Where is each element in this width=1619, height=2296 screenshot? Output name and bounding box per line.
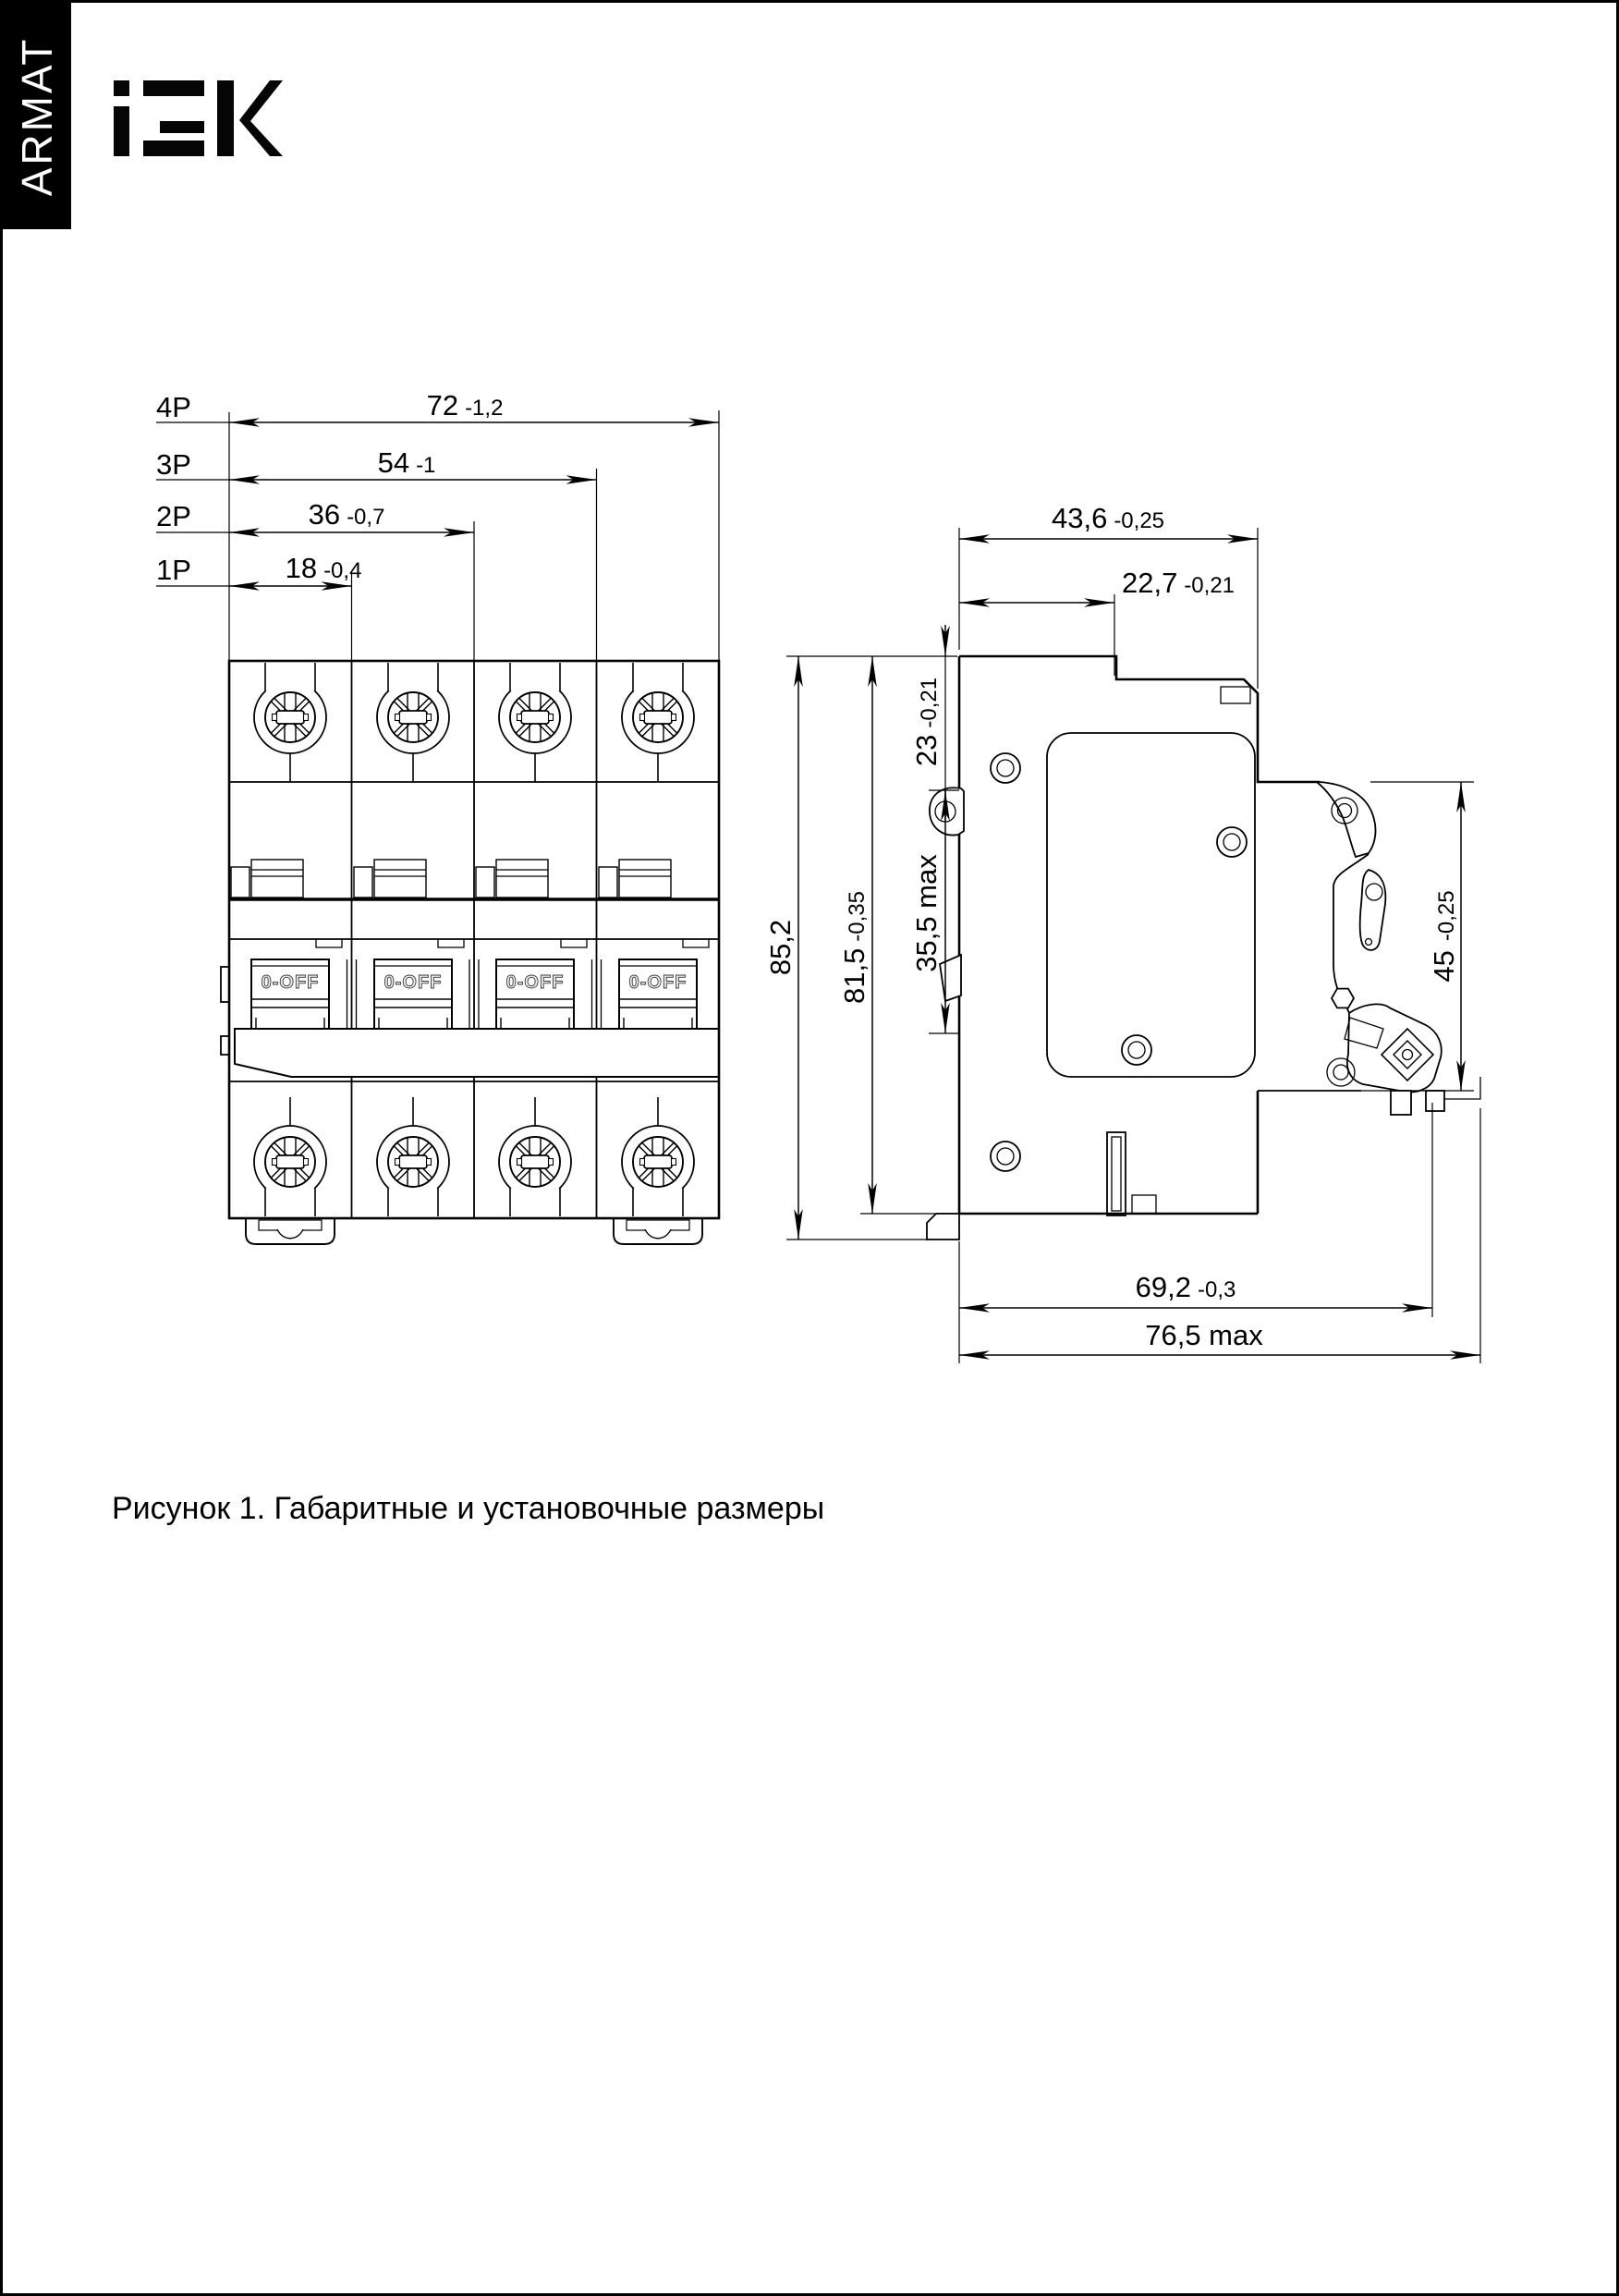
iek-logo-icon bbox=[114, 80, 283, 156]
dim-width-4p: 72 -1,2 bbox=[426, 389, 504, 421]
mounting-lug bbox=[930, 788, 964, 835]
pole-label-1p: 1P bbox=[156, 554, 191, 586]
dim-depth-rail: 69,2 -0,3 bbox=[1135, 1271, 1236, 1303]
front-view bbox=[221, 661, 719, 1244]
toggle-label: 0-OFF bbox=[261, 972, 320, 993]
din-latch-movable bbox=[1327, 1004, 1480, 1115]
dim-rail-span: 45-0,25 bbox=[1428, 890, 1460, 983]
latch-link bbox=[1360, 870, 1386, 950]
side-profile bbox=[959, 656, 1369, 1214]
dim-height-body: 81,5-0,35 bbox=[838, 890, 870, 1005]
dim-width-1p: 18 -0,4 bbox=[285, 552, 362, 584]
front-view-dimensions bbox=[156, 389, 719, 661]
series-label: ARMAT bbox=[13, 36, 61, 196]
dim-depth-top: 22,7 -0,21 bbox=[1121, 567, 1236, 599]
dim-depth-total: 43,6 -0,25 bbox=[1051, 502, 1165, 534]
din-clip-icon bbox=[246, 1218, 335, 1244]
pole-label-4p: 4P bbox=[156, 391, 191, 423]
rivet-icon bbox=[1217, 827, 1247, 857]
dim-width-2p: 36 -0,7 bbox=[308, 498, 385, 531]
dim-depth-max: 76,5 max bbox=[1145, 1319, 1263, 1351]
side-tab bbox=[221, 967, 229, 1002]
toggle-interconnect-bar bbox=[235, 1029, 719, 1077]
toggle-label: 0-OFF bbox=[628, 972, 688, 993]
toggle-handle bbox=[374, 959, 452, 1029]
pole-label-2p: 2P bbox=[156, 500, 191, 532]
toggle-label: 0-OFF bbox=[505, 972, 565, 993]
technical-drawing bbox=[3, 3, 1616, 2293]
pole-label-3p: 3P bbox=[156, 448, 191, 481]
dim-terminal-offset: 23-0,21 bbox=[910, 677, 943, 767]
din-hook-fixed bbox=[1317, 782, 1375, 857]
side-tab bbox=[221, 1036, 229, 1055]
toggle-label: 0-OFF bbox=[383, 972, 443, 993]
dim-height-total: 85,2 bbox=[764, 919, 797, 976]
toggle-handle bbox=[251, 959, 329, 1029]
side-view bbox=[927, 656, 1480, 1240]
din-clip-side bbox=[927, 1214, 959, 1240]
din-clip-icon bbox=[614, 1218, 702, 1244]
dim-width-3p: 54 -1 bbox=[377, 446, 436, 479]
side-internal-details bbox=[991, 687, 1255, 1215]
toggle-handle bbox=[496, 959, 574, 1029]
figure-caption: Рисунок 1. Габаритные и установочные размеры bbox=[112, 1491, 825, 1526]
toggle-tip-side bbox=[940, 955, 961, 1001]
toggle-handle bbox=[619, 959, 697, 1029]
rivet-icon bbox=[991, 1142, 1020, 1171]
dim-recess: 35,5 max bbox=[910, 854, 943, 972]
rivet-icon bbox=[1122, 1035, 1151, 1065]
rivet-icon bbox=[991, 753, 1020, 783]
hex-hole-icon bbox=[1332, 989, 1354, 1008]
